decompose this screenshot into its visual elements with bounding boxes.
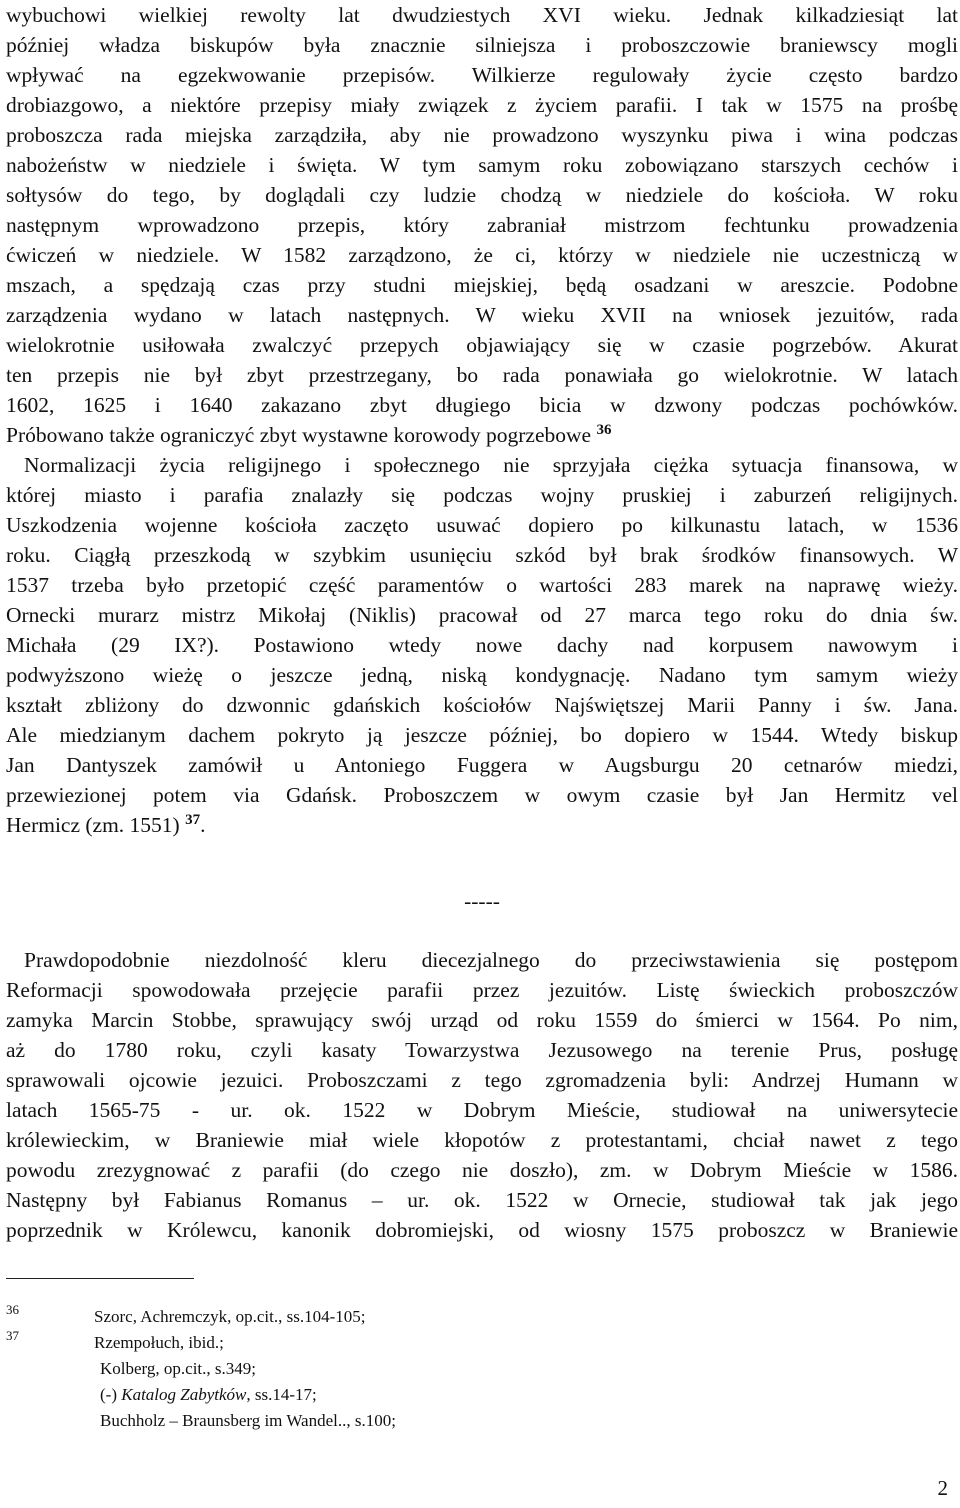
footnote-text: (-) (100, 1385, 122, 1404)
text-line: poprzednik w Królewcu, kanonik dobromiejski, od wiosny 1575 proboszcz w Braniewie (6, 1218, 958, 1242)
section-separator: ----- (464, 889, 500, 913)
text-line-content: Hermicz (zm. 1551) (6, 813, 180, 837)
text-line: 1602, 1625 i 1640 zakazano zbyt długiego bicia w dzwony podczas pochówków. (6, 393, 958, 417)
text-line: później władza biskupów była znacznie silniejsza i proboszczowie braniewscy mogli (6, 33, 958, 57)
footnote-number-36: 36 (6, 1302, 19, 1317)
text-line: Ale miedzianym dachem pokryto ją jeszcze później, bo dopiero w 1544. Wtedy biskup (6, 723, 958, 747)
text-line: wielokrotnie usiłowała zwalczyć przepych objawiający się w czasie pogrzebów. Akurat (6, 333, 958, 357)
footnote-number-37: 37 (6, 1328, 19, 1343)
page-number: 2 (937, 1476, 948, 1500)
text-line: Jan Dantyszek zamówił u Antoniego Fuggera w Augsburgu 20 cetnarów miedzi, (6, 753, 958, 777)
text-line: powodu zrezygnować z parafii (do czego nie doszło), zm. w Dobrym Mieście w 1586. (6, 1158, 958, 1182)
text-line: ćwiczeń w niedziele. W 1582 zarządzono, że ci, którzy w niedziele nie uczestniczą w (6, 243, 958, 267)
footnote-ref-36[interactable]: 36 (596, 421, 612, 438)
text-line: Ornecki murarz mistrz Mikołaj (Niklis) pracował od 27 marca tego roku do dnia św. (6, 603, 958, 627)
text-line: kształt zbliżony do dzwonnic gdańskich kościołów Najświętszej Marii Panny i św. Jana. (6, 693, 958, 717)
footnote-36-text: Szorc, Achremczyk, op.cit., ss.104-105; (94, 1307, 366, 1326)
footnote-37-line-3 (100, 1384, 317, 1406)
text-line: Reformacji spowodowała przejęcie parafii przez jezuitów. Listę świeckich proboszczów (6, 978, 958, 1002)
footnote-divider (6, 1278, 194, 1279)
text-line: następnym wprowadzono przepis, który zabraniał mistrzom fechtunku prowadzenia (6, 213, 958, 237)
text-line (6, 420, 958, 450)
text-line: proboszcza rada miejska zarządziła, aby nie prowadzono wyszynku piwa i wina podczas (6, 123, 958, 147)
text-line (6, 810, 958, 840)
text-line: wpływać na egzekwowanie przepisów. Wilkierze regulowały życie często bardzo (6, 63, 958, 87)
text-line: Uszkodzenia wojenne kościoła zaczęto usuwać dopiero po kilkunastu latach, w 1536 (6, 513, 958, 537)
footnote-ref-37[interactable]: 37 (185, 811, 201, 828)
text-line: Michała (29 IX?). Postawiono wtedy nowe dachy nad korpusem nawowym i (6, 633, 958, 657)
text-line: wybuchowi wielkiej rewolty lat dwudziestych XVI wieku. Jednak kilkadziesiąt lat (6, 3, 958, 27)
text-line: aż do 1780 roku, czyli kasaty Towarzystwa Jezusowego na terenie Prus, posługę (6, 1038, 958, 1062)
text-line: mszach, a spędzają czas przy studni miejskiej, będą osadzani w areszcie. Podobne (6, 273, 958, 297)
text-line: roku. Ciągłą przeszkodą w szybkim usunięciu szkód był brak środków finansowych. W (6, 543, 958, 567)
text-line: której miasto i parafia znalazły się podczas wojny pruskiej i zaburzeń religijnych. (6, 483, 958, 507)
text-line: zarządzenia wydano w latach następnych. W wieku XVII na wniosek jezuitów, rada (6, 303, 958, 327)
footnote-37-line-4: Buchholz – Braunsberg im Wandel.., s.100; (100, 1411, 396, 1430)
text-line: latach 1565-75 - ur. ok. 1522 w Dobrym Mieście, studiował na uniwersytecie (6, 1098, 958, 1122)
footnote-text: , ss.14-17; (246, 1385, 317, 1404)
footnote-title-italic: Katalog Zabytków (121, 1385, 247, 1404)
text-line-content: Próbowano także ograniczyć zbyt wystawne korowody pogrzebowe (6, 423, 592, 447)
text-line: Następny był Fabianus Romanus – ur. ok. 1522 w Ornecie, studiował tak jak jego (6, 1188, 958, 1212)
paragraph-3 (6, 945, 958, 1245)
text-line: ten przepis nie był zbyt przestrzegany, bo rada ponawiała go wielokrotnie. W latach (6, 363, 958, 387)
text-line-end: . (200, 813, 206, 837)
footnote-37-line-2: Kolberg, op.cit., s.349; (100, 1359, 256, 1378)
text-line: drobiazgowo, a niektóre przepisy miały związek z życiem parafii. I tak w 1575 na prośbę (6, 93, 958, 117)
text-line: podwyższono wieżę o jeszcze jedną, niską kondygnację. Nadano tym samym wieży (6, 663, 958, 687)
text-line: nabożeństw w niedziele i święta. W tym samym roku zobowiązano starszych cechów i (6, 153, 958, 177)
text-line: Normalizacji życia religijnego i społecznego nie sprzyjała ciężka sytuacja finansowa, w (24, 453, 958, 477)
text-line: 1537 trzeba było przetopić część paramentów o wartości 283 marek na naprawę wieży. (6, 573, 958, 597)
text-line: Prawdopodobnie niezdolność kleru diecezjalnego do przeciwstawienia się postępom (24, 948, 958, 972)
text-line: sprawowali ojcowie jezuici. Proboszczami z tego zgromadzenia byli: Andrzej Humann w (6, 1068, 958, 1092)
text-line: zamyka Marcin Stobbe, sprawujący swój urząd od roku 1559 do śmierci w 1564. Po nim, (6, 1008, 958, 1032)
footnote-37-line-1: Rzempołuch, ibid.; (94, 1333, 224, 1352)
text-line: sołtysów do tego, by doglądali czy ludzie chodzą w niedziele do kościoła. W roku (6, 183, 958, 207)
text-line: przewiezionej potem via Gdańsk. Proboszczem w owym czasie był Jan Hermitz vel (6, 783, 958, 807)
paragraph-1 (6, 0, 958, 840)
text-line: królewieckim, w Braniewie miał wiele kłopotów z protestantami, chciał nawet z tego (6, 1128, 958, 1152)
